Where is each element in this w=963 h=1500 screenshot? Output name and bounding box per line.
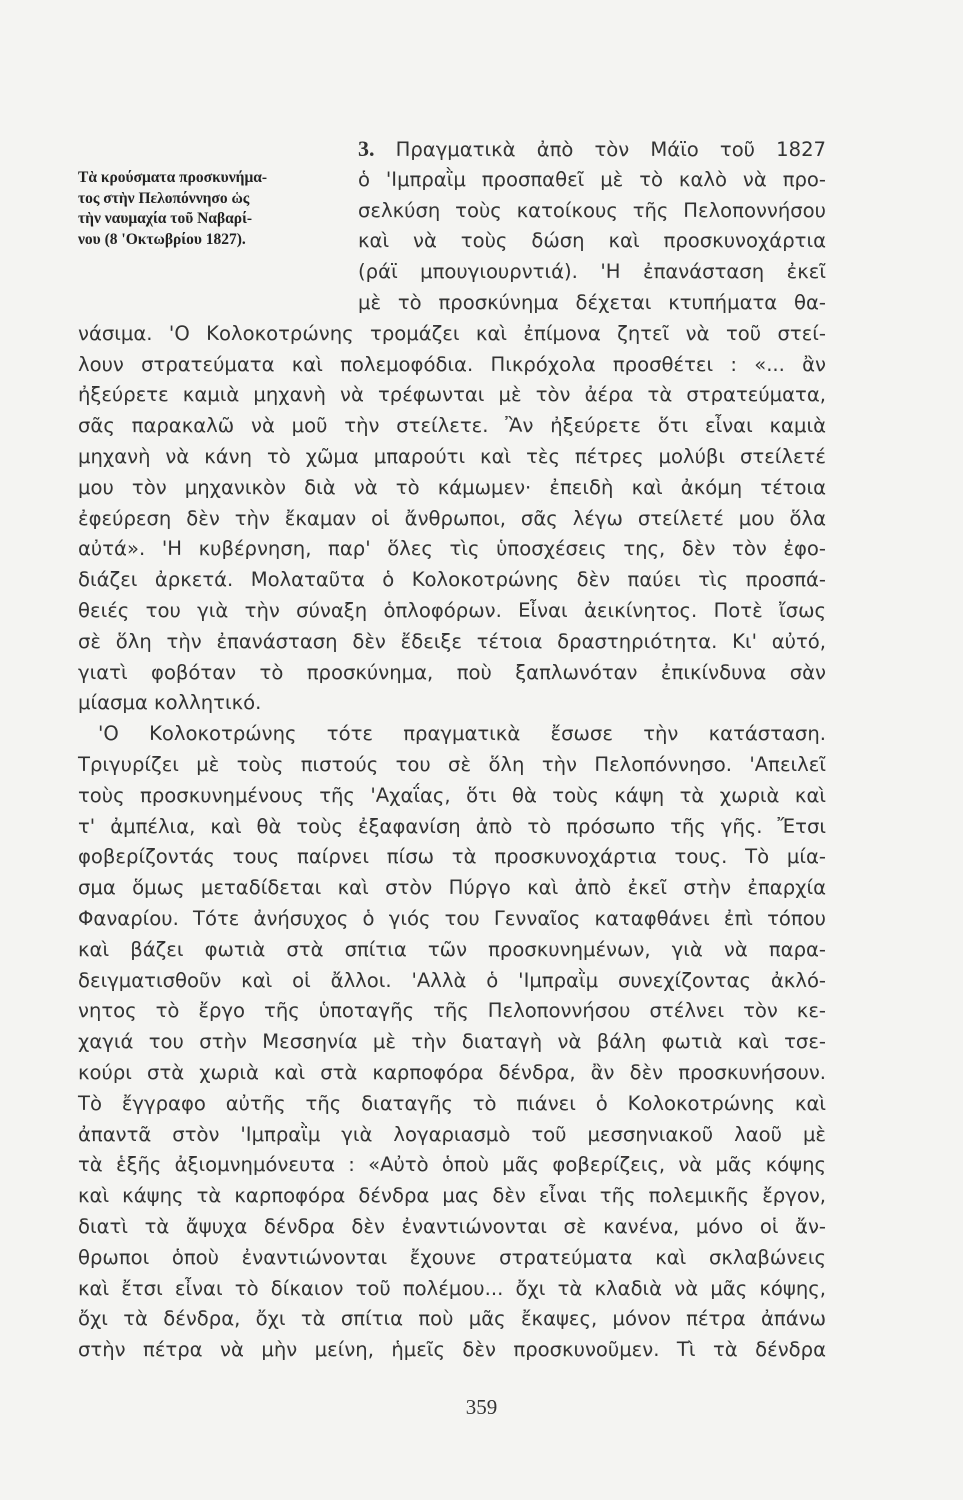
text-line: χαγιά του στὴν Μεσσηνία μὲ τὴν διαταγὴ νὰ βάλη φωτιὰ καὶ τσε- [78, 1030, 826, 1054]
text-line: καὶ βάζει φωτιὰ στὰ σπίτια τῶν προσκυνημένων, γιὰ νὰ παρα- [78, 937, 826, 961]
text-line: θειές του γιὰ τὴν σύναξη ὁπλοφόρων. Εἶναι ἀεικίνητος. Ποτὲ ἴσως [78, 599, 826, 622]
text-line: ὄχι τὰ δένδρα, ὄχι τὰ σπίτια ποὺ μᾶς ἔκαψες, μόνον πέτρα ἀπάνω [78, 1307, 826, 1331]
text-line-content: Πραγματικὰ ἀπὸ τὸν Μάϊο τοῦ 1827 [395, 138, 827, 161]
text-line: μίασμα κολλητικό. [78, 691, 262, 715]
margin-note-line: τὴν ναυμαχία τοῦ Ναβαρί- [78, 210, 253, 227]
text-line: Τριγυρίζει μὲ τοὺς πιστούς του σὲ ὅλη τὴν Πελοπόννησο. 'Απειλεῖ [78, 753, 826, 776]
text-line: 'Ο Κολοκοτρώνης τότε πραγματικὰ ἔσωσε τὴν κατάσταση. [98, 722, 826, 746]
text-line: αὐτά». 'Η κυβέρνηση, παρ' ὅλες τὶς ὑποσχέσεις της, δὲν τὸν ἐφο- [78, 537, 826, 561]
text-line: τοὺς προσκυνημένους τῆς 'Αχαΐας, ὅτι θὰ τοὺς κάψη τὰ χωριὰ καὶ [78, 783, 826, 807]
text-line: διάζει ἀρκετά. Μολαταῦτα ὁ Κολοκοτρώνης δὲν παύει τὶς προσπά- [78, 568, 826, 592]
text-line: θρωποι ὁποὺ ἐναντιώνονται ἔχουνε στρατεύματα καὶ σκλαβώνεις [78, 1245, 826, 1269]
text-line: μὲ τὸ προσκύνημα δέχεται κτυπήματα θα- [358, 291, 826, 314]
text-line: λουν στρατεύματα καὶ πολεμοφόδια. Πικρόχολα προσθέτει : «... ἂν [78, 352, 826, 376]
text-line: γιατὶ φοβόταν τὸ προσκύνημα, ποὺ ξαπλωνόταν ἐπικίνδυνα σὰν [78, 660, 826, 684]
text-line: διατὶ τὰ ἄψυχα δένδρα δὲν ἐναντιώνονται σὲ κανένα, μόνο οἱ ἄν- [78, 1215, 826, 1238]
text-line: σελκύση τοὺς κατοίκους τῆς Πελοποννήσου [358, 198, 826, 222]
text-line: ἐφεύρεση δὲν τὴν ἔκαμαν οἱ ἄνθρωποι, σᾶς λέγω στείλετέ μου ὅλα [78, 506, 826, 530]
text-line [358, 134, 826, 165]
text-line: ὁ 'Ιμπραῒμ προσπαθεῖ μὲ τὸ καλὸ νὰ προ- [358, 167, 826, 191]
text-line: τὰ ἑξῆς ἀξιομνημόνευτα : «Αὐτὸ ὁποὺ μᾶς φοβερίζεις, νὰ μᾶς κόψης [78, 1153, 826, 1177]
text-line: φοβερίζοντάς τους παίρνει πίσω τὰ προσκυνοχάρτια τους. Τὸ μία- [78, 845, 826, 869]
text-line: σμα ὅμως μεταδίδεται καὶ στὸν Πύργο καὶ ἀπὸ ἐκεῖ στὴν ἐπαρχία [78, 876, 826, 900]
text-line: δειγματισθοῦν καὶ οἱ ἄλλοι. 'Αλλὰ ὁ 'Ιμπραῒμ συνεχίζοντας ἀκλό- [78, 968, 826, 992]
text-line: Φαναρίου. Τότε ἀνήσυχος ὁ γιός του Γενναῖος καταφθάνει ἐπὶ τόπου [78, 907, 826, 930]
margin-note-line: νου (8 'Οκτωβρίου 1827). [78, 230, 246, 248]
text-line: καὶ νὰ τοὺς δώση καὶ προσκυνοχάρτια [358, 229, 826, 253]
text-line: τ' ἀμπέλια, καὶ θὰ τοὺς ἐξαφανίση ἀπὸ τὸ πρόσωπο τῆς γῆς. Ἔτσι [78, 814, 826, 838]
text-line: νάσιμα. 'Ο Κολοκοτρώνης τρομάζει καὶ ἐπίμονα ζητεῖ νὰ τοῦ στεί- [78, 321, 826, 345]
text-line: καὶ ἔτσι εἶναι τὸ δίκαιον τοῦ πολέμου... ὄχι τὰ κλαδιὰ νὰ μᾶς κόψης, [78, 1276, 826, 1300]
text-line: στὴν πέτρα νὰ μὴν μείνη, ἡμεῖς δὲν προσκυνοῦμεν. Τὶ τὰ δένδρα [78, 1338, 826, 1362]
text-line: Τὸ ἔγγραφο αὐτῆς τῆς διαταγῆς τὸ πιάνει ὁ Κολοκοτρώνης καὶ [78, 1091, 826, 1115]
margin-note [78, 168, 338, 250]
text-line: μηχανὴ νὰ κάνη τὸ χῶμα μπαρούτι καὶ τὲς πέτρες μολύβι στείλετέ [78, 445, 826, 468]
text-line: σὲ ὅλη τὴν ἐπανάσταση δὲν ἔδειξε τέτοια δραστηριότητα. Κι' αὐτό, [78, 629, 826, 653]
text-line: ἠξεύρετε καμιὰ μηχανὴ νὰ τρέφωνται μὲ τὸν ἀέρα τὰ στρατεύματα, [78, 383, 826, 407]
text-line: μου τὸν μηχανικὸν διὰ νὰ τὸ κάμωμεν· ἐπειδὴ καὶ ἀκόμη τέτοια [78, 475, 826, 499]
section-number: 3. [358, 136, 375, 161]
text-line: καὶ κάψης τὰ καρποφόρα δένδρα μας δὲν εἶναι τῆς πολεμικῆς ἔργον, [78, 1184, 826, 1208]
page-number: 359 [465, 1395, 498, 1419]
text-line: σᾶς παρακαλῶ νὰ μοῦ τὴν στείλετε. Ἂν ἠξεύρετε ὅτι εἶναι καμιὰ [78, 414, 826, 438]
text-line: (ράϊ μπουγιουρντιά). 'Η ἐπανάσταση ἐκεῖ [358, 260, 826, 284]
margin-note-line: τος στὴν Πελοπόννησο ὡς [78, 189, 250, 207]
text-line: νητος τὸ ἔργο τῆς ὑποταγῆς τῆς Πελοποννήσου στέλνει τὸν κε- [78, 999, 826, 1023]
margin-note-line: Τὰ κρούσματα προσκυνήμα- [78, 169, 268, 186]
text-line: ἀπαντᾶ στὸν 'Ιμπραῒμ γιὰ λογαριασμὸ τοῦ μεσσηνιακοῦ λαοῦ μὲ [78, 1122, 826, 1146]
text-line: κούρι στὰ χωριὰ καὶ στὰ καρποφόρα δένδρα, ἂν δὲν προσκυνήσουν. [78, 1061, 826, 1084]
